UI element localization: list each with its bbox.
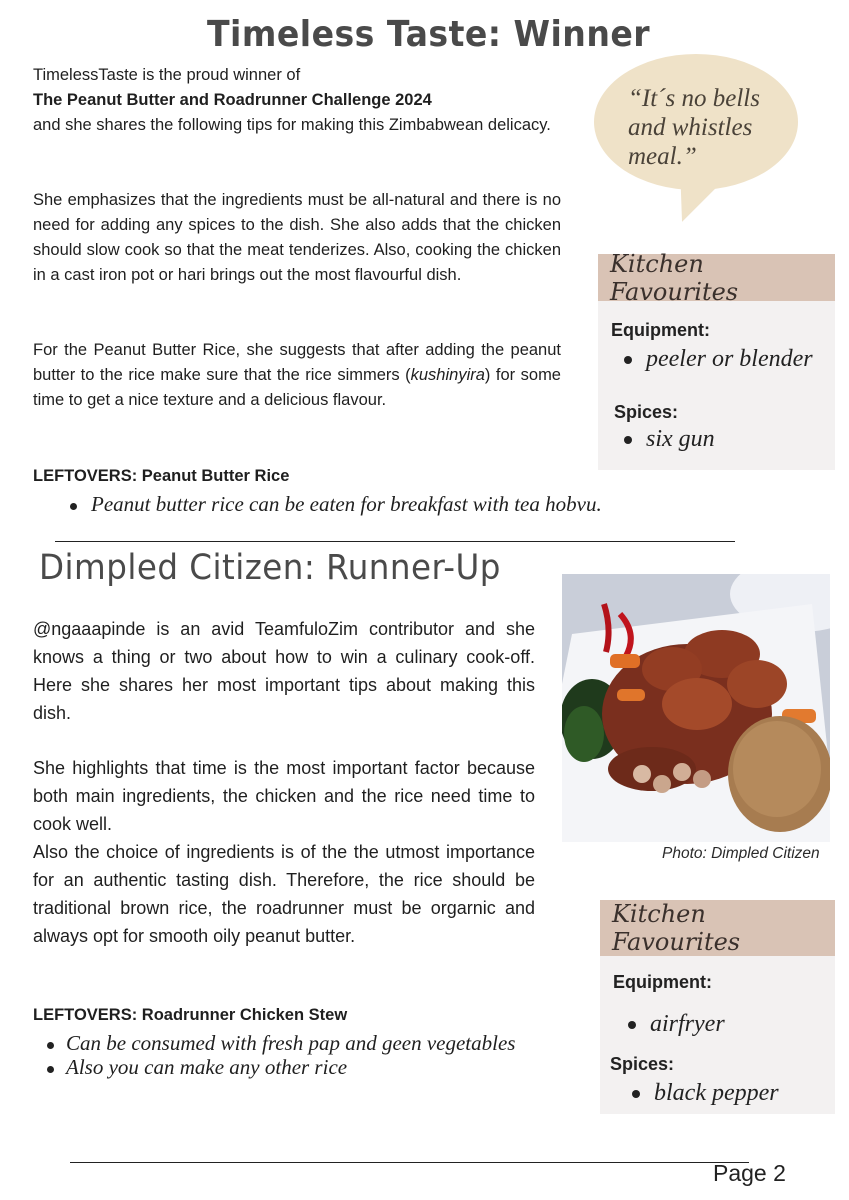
food-photo-image bbox=[562, 574, 830, 842]
list-item bbox=[70, 489, 602, 519]
bullet-icon bbox=[47, 1042, 54, 1049]
page-number: Page 2 bbox=[713, 1160, 786, 1186]
runnerup-body bbox=[33, 615, 535, 950]
bullet-icon bbox=[624, 436, 632, 444]
list-item bbox=[47, 1055, 515, 1079]
runnerup-paragraph-2: She highlights that time is the most important factor because both main ingredients, the chicken and the rice need time to cook well. bbox=[33, 758, 535, 834]
runnerup-equipment-label: Equipment: bbox=[613, 972, 712, 992]
winner-kitchen-favourites bbox=[598, 249, 835, 470]
winner-leftovers-item: Peanut butter rice can be eaten for breakfast with tea hobvu. bbox=[91, 492, 602, 516]
runnerup-kitchen-favourites bbox=[600, 900, 835, 1114]
winner-spices-label: Spices: bbox=[614, 402, 679, 422]
runnerup-spices-value: black pepper bbox=[654, 1080, 779, 1106]
bullet-icon bbox=[47, 1066, 54, 1073]
winner-leftovers-heading: LEFTOVERS: Peanut Butter Rice bbox=[33, 467, 290, 485]
quote-text: “It´s no bells and whistles meal.” bbox=[628, 85, 760, 170]
winner-kitchen-heading: Kitchen Favourites bbox=[598, 254, 835, 301]
runnerup-kitchen-heading: Kitchen Favourites bbox=[600, 900, 835, 956]
winner-paragraph-1: She emphasizes that the ingredients must be all-natural and there is no need for adding any spices to the dish. She also adds that the chicken should slow cook so that the meat tenderizes. Also, cooking the chicken in a cast iron pot or hari brings out the most flavourful dish. bbox=[33, 191, 561, 284]
runnerup-leftovers-list bbox=[47, 1031, 515, 1079]
runnerup-equipment-value: airfryer bbox=[650, 1011, 725, 1037]
winner-leftovers-list bbox=[70, 489, 602, 519]
bullet-icon bbox=[628, 1021, 636, 1029]
winner-spices-value: six gun bbox=[646, 426, 715, 452]
photo-caption: Photo: Dimpled Citizen bbox=[662, 845, 820, 862]
winner-spices-item bbox=[624, 426, 715, 453]
quote-bubble-tail bbox=[672, 181, 716, 228]
winner-intro-line3: and she shares the following tips for making this Zimbabwean delicacy. bbox=[33, 116, 551, 134]
runnerup-spices-label: Spices: bbox=[610, 1054, 675, 1074]
winner-equipment-value: peeler or blender bbox=[646, 346, 813, 372]
runnerup-spices-item bbox=[632, 1080, 779, 1107]
runnerup-paragraph-3: Also the choice of ingredients is of the the utmost importance for an authentic tasting dish. Therefore, the rice should be traditional brown rice, the roadrunner must be orgarnic and always opt for smooth oily peanut butter. bbox=[33, 842, 535, 946]
runnerup-equipment-item bbox=[628, 1011, 725, 1038]
food-photo bbox=[562, 574, 830, 842]
runnerup-title: Dimpled Citizen: Runner-Up bbox=[39, 548, 501, 588]
winner-paragraph-2-italic: kushinyira bbox=[410, 366, 485, 384]
runnerup-leftovers-item-2: Also you can make any other rice bbox=[66, 1055, 348, 1079]
runnerup-paragraph-1: @ngaaapinde is an avid TeamfuloZim contributor and she knows a thing or two about how to win a culinary cook-off. Here she shares her most important tips about making this dish. bbox=[33, 619, 535, 723]
winner-equipment-item bbox=[624, 346, 813, 373]
winner-equipment-label: Equipment: bbox=[611, 320, 710, 340]
winner-intro-line1: TimelessTaste is the proud winner of bbox=[33, 66, 301, 84]
bullet-icon bbox=[624, 356, 632, 364]
list-item bbox=[47, 1031, 515, 1055]
bullet-icon bbox=[70, 503, 77, 510]
bullet-icon bbox=[632, 1090, 640, 1098]
winner-intro bbox=[33, 63, 561, 138]
winner-paragraph-2-a: For the Peanut Butter Rice, she suggests that after adding the peanut butter to the rice make sure that the rice simmers ( bbox=[33, 341, 561, 384]
runnerup-leftovers-heading: LEFTOVERS: Roadrunner Chicken Stew bbox=[33, 1006, 348, 1024]
section-divider bbox=[55, 541, 735, 542]
winner-title: Timeless Taste: Winner bbox=[207, 14, 651, 55]
footer-divider bbox=[70, 1162, 749, 1163]
runnerup-leftovers-item-1: Can be consumed with fresh pap and geen vegetables bbox=[66, 1031, 516, 1055]
winner-challenge-name: The Peanut Butter and Roadrunner Challenge 2024 bbox=[33, 91, 432, 109]
winner-paragraph-2-b: ) for some time to get a nice texture and a delicious flavour. bbox=[33, 366, 561, 409]
winner-paragraph-2 bbox=[33, 338, 561, 413]
